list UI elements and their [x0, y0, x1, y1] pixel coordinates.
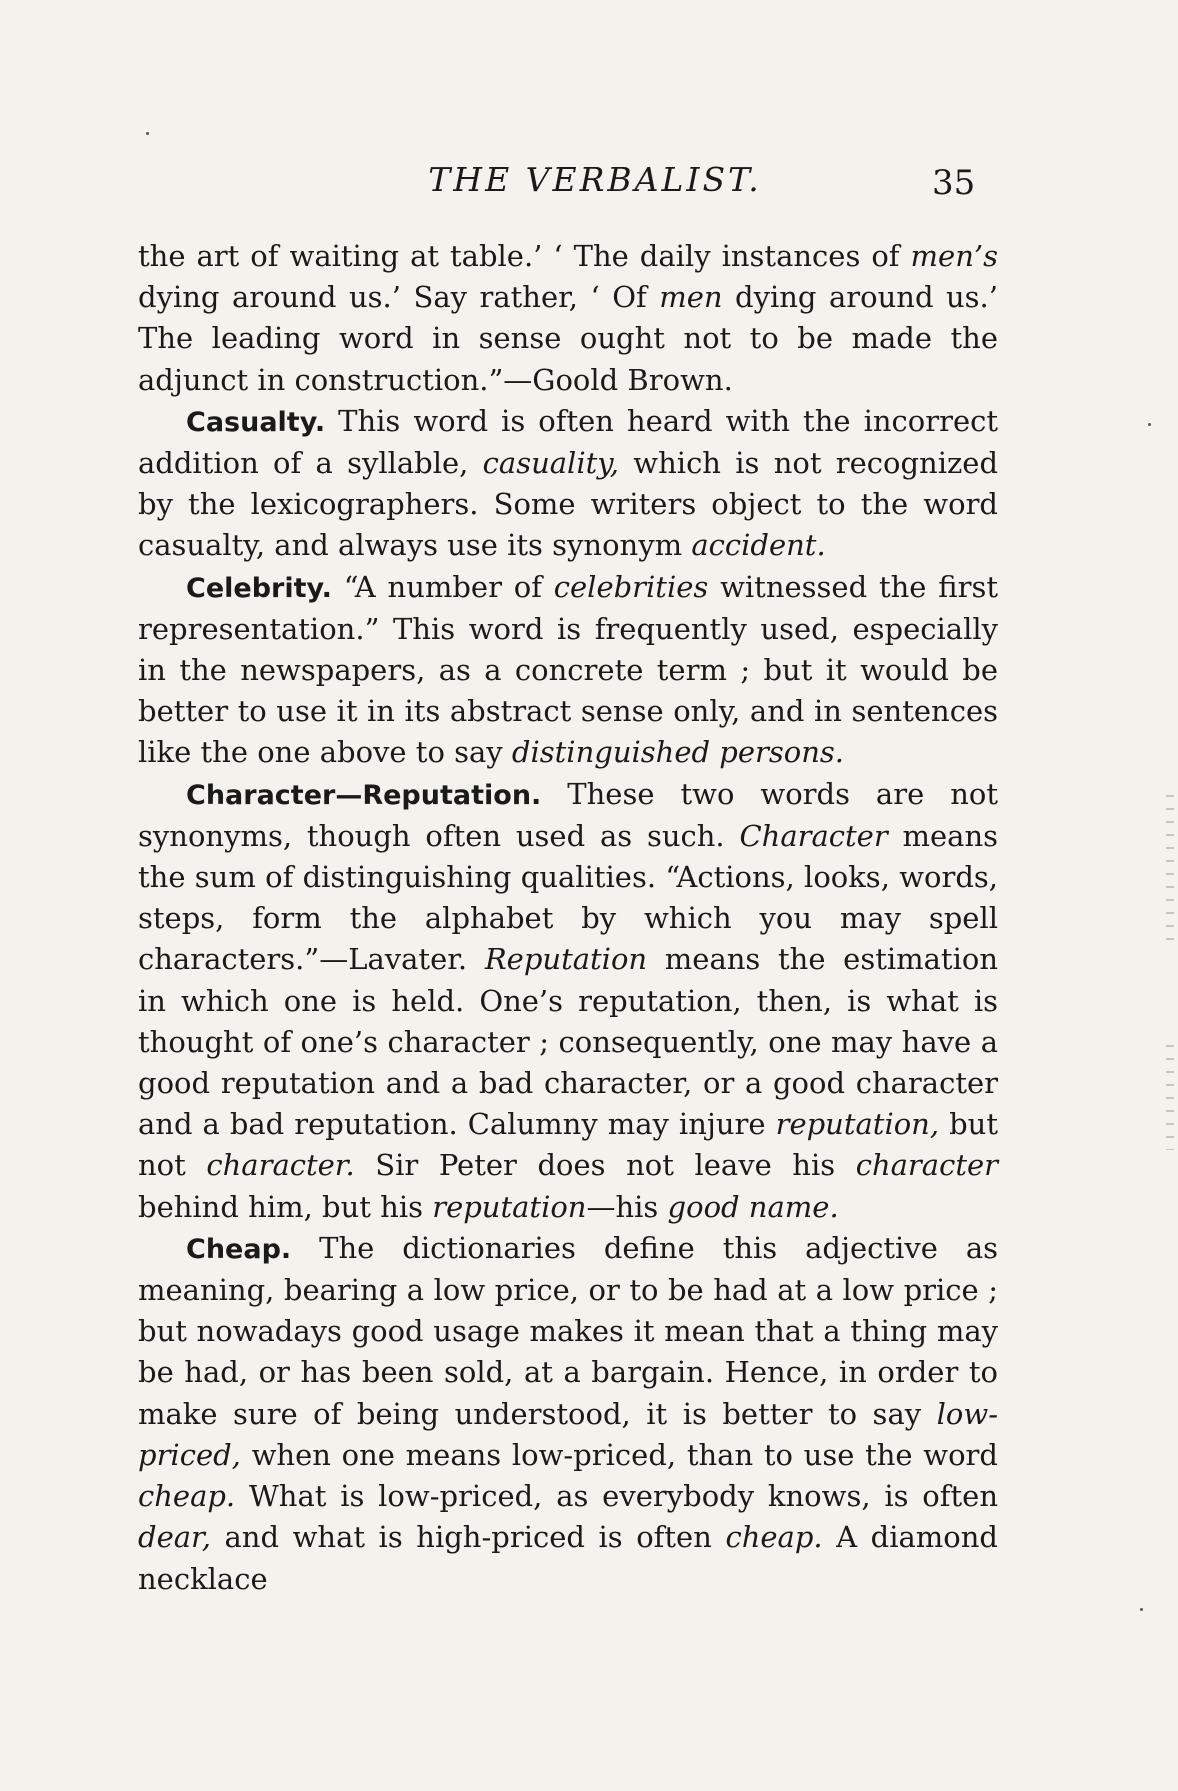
scan-edge-noise — [1166, 1040, 1174, 1150]
entry-term: Celebrity. — [186, 572, 332, 604]
text-run: “A number of — [331, 569, 554, 604]
dictionary-entry — [138, 774, 998, 1228]
text-run: means the estimation in which one is held. One’s reputation, then, is what is thought of one’s character ; consequently, one may have a good reputation and a bad character, or a good character and a bad reputation. Calumny may injure — [138, 942, 998, 1142]
italic-text: cheap. — [725, 1520, 823, 1555]
dictionary-entry — [138, 1228, 998, 1600]
text-run: The dictionaries define this adjective as meaning, bearing a low price, or to be had at a low price ; but nowadays good usage makes it mean that a thing may be had, or has been sold, at a bargain. Hence, in order to make sure of being understood, it is better to say — [138, 1230, 998, 1431]
entry-term: Cheap. — [186, 1233, 292, 1265]
text-run: means the sum of distinguishing qualities. “Actions, looks, words, steps, form the alphabet by which you may spell characters.”—Lavater. — [138, 818, 999, 977]
entry-term: Casualty. — [186, 406, 326, 438]
text-run: A diamond necklace — [138, 1520, 998, 1596]
scan-speck — [1140, 1608, 1143, 1611]
italic-text: low-priced, — [138, 1396, 998, 1472]
italic-text: good name. — [667, 1189, 839, 1224]
text-run: —his — [586, 1189, 668, 1224]
running-title: THE VERBALIST. — [428, 160, 762, 199]
text-run: dying around us.’ Say rather, ‘ Of — [138, 280, 660, 315]
italic-text: reputation — [432, 1189, 587, 1224]
italic-text: accident. — [691, 528, 826, 563]
text-run: This word is often heard with the incorrect addition of a syllable, — [138, 403, 998, 481]
dictionary-entry — [138, 567, 998, 774]
text-run: the art of waiting at table.’ ‘ The daily instances of — [138, 239, 911, 273]
text-run: witnessed the first representation.” This word is frequently used, especially in the newspapers, as a concrete term ; but it would be better to use it in its abstract sense only, and in sentences like the one above to say — [138, 569, 998, 770]
text-run: when one means low-priced, than to use the word — [240, 1437, 998, 1472]
italic-text: distinguished persons. — [511, 735, 844, 770]
italic-text: celebrities — [553, 569, 709, 604]
scan-speck — [146, 132, 149, 135]
text-run: Sir Peter does not leave his — [354, 1148, 856, 1183]
text-run: What is low-priced, as everybody knows, is often — [235, 1479, 998, 1514]
scan-speck — [1148, 423, 1151, 426]
italic-text: cheap. — [138, 1479, 236, 1514]
text-run: and what is high-priced is often — [210, 1520, 726, 1555]
text-run: dying around us.’ The leading word in sense ought not to be made the adjunct in construction.”—Goold Brown. — [138, 280, 998, 397]
body-text — [138, 236, 998, 1600]
italic-text: dear, — [138, 1520, 211, 1555]
italic-text: men’s — [910, 239, 998, 273]
italic-text: reputation, — [775, 1107, 940, 1142]
text-run: which is not recognized by the lexicographers. Some writers object to the word casualty, and always use its synonym — [138, 446, 999, 563]
text-run: These two words are not synonyms, though often used as such. — [138, 776, 998, 853]
paragraph-continued — [138, 236, 998, 401]
italic-text: Reputation — [484, 942, 648, 977]
italic-text: character. — [206, 1148, 355, 1183]
scan-edge-noise — [1166, 790, 1174, 950]
italic-text: Character — [739, 818, 888, 853]
dictionary-entry — [138, 401, 998, 567]
italic-text: men — [659, 280, 723, 315]
text-run: but not — [138, 1107, 998, 1183]
italic-text: casuality, — [482, 446, 620, 481]
text-run: behind him, but his — [138, 1189, 433, 1224]
page-number: 35 — [932, 163, 976, 203]
entry-term: Character—Reputation. — [186, 779, 542, 811]
italic-text: character — [855, 1148, 998, 1183]
